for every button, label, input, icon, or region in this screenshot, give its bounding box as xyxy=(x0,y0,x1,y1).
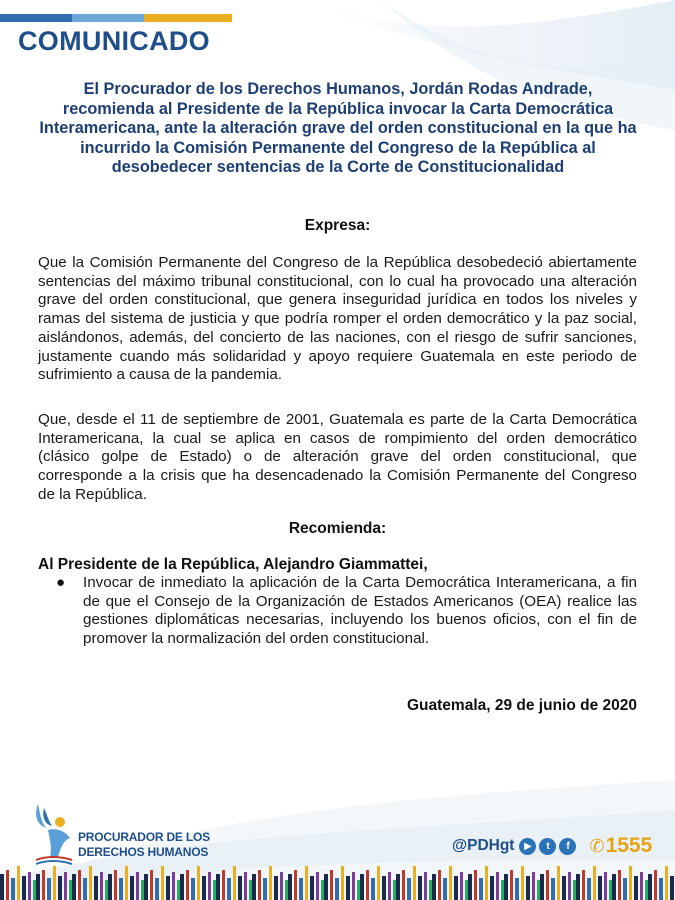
pdh-logo xyxy=(30,800,210,872)
addressee: Al Presidente de la República, Alejandro Giammattei, xyxy=(38,556,428,573)
bullet-icon: ● xyxy=(56,574,66,591)
logo-figure-icon xyxy=(30,800,78,866)
phone-icon: ✆ xyxy=(589,835,605,856)
expresa-heading: Expresa: xyxy=(304,217,371,234)
page-title: COMUNICADO xyxy=(18,26,210,56)
social-handle[interactable]: @PDHgt xyxy=(452,837,515,854)
facebook-icon[interactable]: f xyxy=(559,838,576,855)
twitter-icon[interactable]: t xyxy=(539,838,556,855)
logo-text-line2: DERECHOS HUMANOS xyxy=(78,845,209,859)
date-line: Guatemala, 29 de junio de 2020 xyxy=(406,697,637,714)
expresa-paragraph-1: Que la Comisión Permanente del Congreso de la República desobedeció abiertamente sentencias del máximo tribunal constitucional, con lo cual ha provocado una alteración grave del orden constitucional, que genera inseguridad jurídica en todos los niveles y ramas del sistema de justicia y que podría romper el orden democrático y la paz social, aislándonos, además, del concierto de las naciones, con el riesgo de sufrir sanciones, justamente cuando más solidaridad y apoyo requiere Guatemala en este periodo de sufrimiento a causa de la pandemia. xyxy=(38,254,637,384)
logo-text-line1: PROCURADOR DE LOS xyxy=(78,830,210,844)
recommendation-item: Invocar de inmediato la aplicación de la Carta Democrática Interamericana, a fin de que el Consejo de la Organización de Estados Americanos (OEA) realice las gestiones diplomáticas necesarias, incluyendo los buenos oficios, con el fin de promover la normalización del orden constitucional. xyxy=(83,574,637,648)
recomienda-heading: Recomienda: xyxy=(288,520,387,537)
social-links xyxy=(452,834,652,858)
youtube-icon[interactable]: ▶ xyxy=(519,838,536,855)
header-color-bar xyxy=(0,14,232,22)
expresa-paragraph-2: Que, desde el 11 de septiembre de 2001, Guatemala es parte de la Carta Democrática Interamericana, la cual se aplica en casos de rompimiento del orden democrático (clásico golpe de Estado) o de alteración grave del orden constitucional, que corresponde a la crisis que ha desencadenado la Comisión Permanente del Congreso de la República. xyxy=(38,411,637,503)
phone-contact xyxy=(589,834,652,858)
lead-statement: El Procurador de los Derechos Humanos, Jordán Rodas Andrade, recomienda al Presidente de la República invocar la Carta Democrática Interamericana, ante la alteración grave del orden constitucional en la que ha incurrido la Comisión Permanente del Congreso de la República al desobedecer sentencias de la Corte de Constitucionalidad xyxy=(39,80,637,176)
phone-number: 1555 xyxy=(605,834,653,857)
